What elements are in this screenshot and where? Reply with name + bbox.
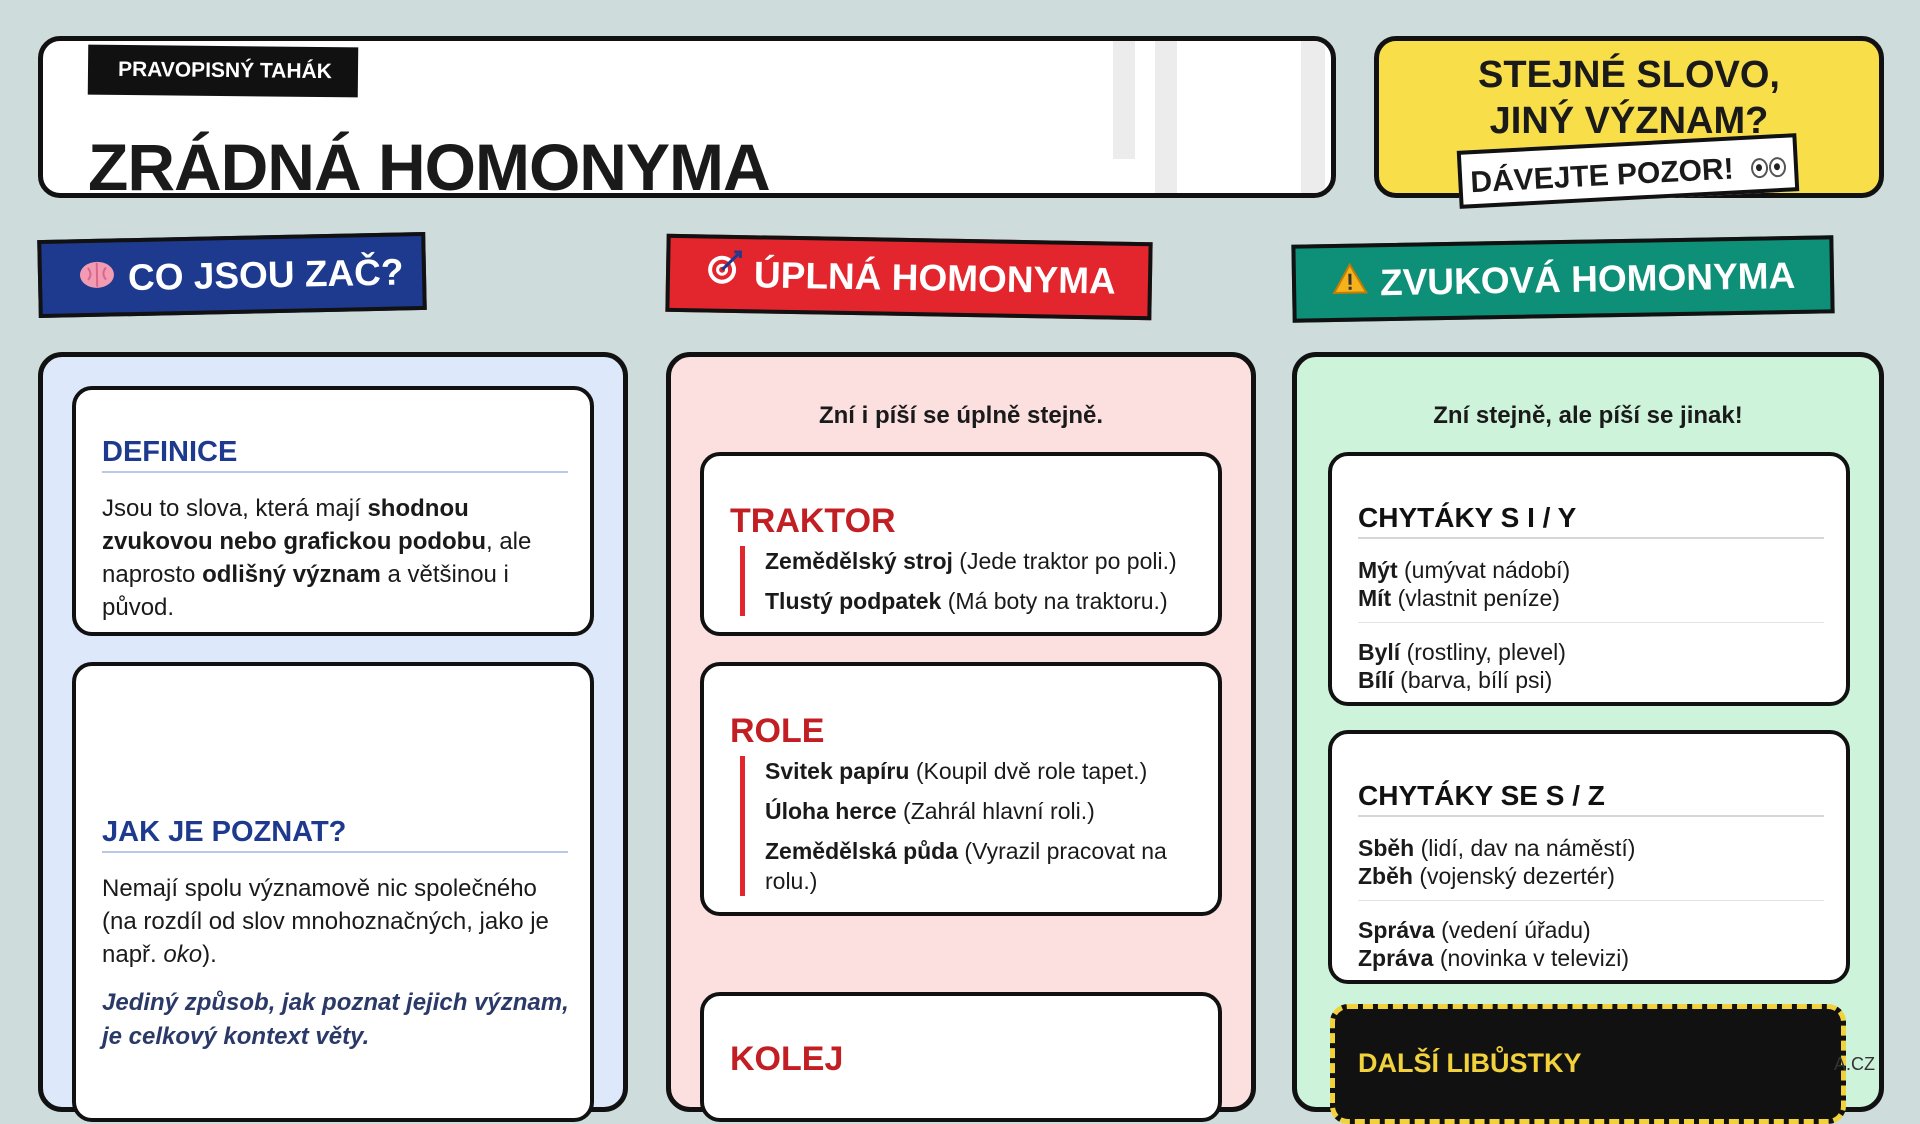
- sound-subtitle: Zní stejně, ale píší se jinak!: [1433, 402, 1743, 429]
- example-word: TRAKTOR: [730, 502, 896, 540]
- example-card-role: [700, 662, 1222, 916]
- section-title-full: ÚPLNÁ HOMONYMA: [753, 254, 1117, 302]
- section-title-what: CO JSOU ZAČ?: [127, 251, 404, 299]
- warning-icon: [1331, 247, 1368, 320]
- section-banner-sound: [1291, 235, 1834, 322]
- sound-card-heading: CHYTÁKY S I / Y: [1358, 502, 1824, 539]
- brain-icon: [77, 242, 116, 315]
- example-word: KOLEJ: [730, 1040, 844, 1078]
- example-card-kolej: [700, 992, 1222, 1122]
- word-pair: Správa (vedení úřadu) Zpráva (novinka v televizi): [1358, 917, 1630, 971]
- meaning-item: Tlustý podpatek (Má boty na traktoru.): [765, 588, 1168, 614]
- target-icon: [705, 238, 742, 311]
- section-title-sound: ZVUKOVÁ HOMONYMA: [1379, 254, 1796, 304]
- definition-heading: DEFINICE: [102, 436, 568, 473]
- recognize-text: Nemají spolu významově nic společného (na rozdíl od slov mnohoznačných, jako je např. oko).: [102, 875, 549, 968]
- decor-stripe: [1113, 41, 1135, 159]
- decor-stripe: [1301, 41, 1325, 198]
- callout-text: [1374, 52, 1884, 144]
- extra-title: DALŠÍ LIBŮSTKY: [1358, 1048, 1582, 1078]
- example-card-traktor: [700, 452, 1222, 636]
- callout-line-2: JINÝ VÝZNAM?: [1489, 100, 1769, 142]
- callout-tag-label: DÁVEJTE POZOR!: [1469, 152, 1735, 200]
- word-pair: Bylí (rostliny, plevel) Bílí (barva, bílí psi): [1358, 639, 1566, 693]
- callout-line-1: STEJNÉ SLOVO,: [1478, 54, 1780, 96]
- meaning-item: Zemědělský stroj (Jede traktor po poli.): [765, 548, 1177, 574]
- section-banner-what: [37, 232, 427, 318]
- definition-card: [72, 386, 594, 636]
- decor-stripe: [1155, 41, 1177, 198]
- eyes-icon: [1748, 139, 1787, 199]
- example-word: ROLE: [730, 712, 825, 750]
- word-pair: Mýt (umývat nádobí) Mít (vlastnit peníze): [1358, 556, 1824, 623]
- recognize-heading: JAK JE POZNAT?: [102, 816, 568, 853]
- word-pair: Sběh (lidí, dav na náměstí) Zběh (vojenský dezertér): [1358, 834, 1824, 901]
- meaning-list: [740, 546, 1200, 616]
- page-title: ZRÁDNÁ HOMONYMA: [88, 130, 770, 204]
- recognize-card: [72, 662, 594, 1122]
- cheatsheet-tag: PRAVOPISNÝ TAHÁK: [88, 45, 359, 98]
- meaning-item: Svitek papíru (Koupil dvě role tapet.): [765, 758, 1148, 784]
- sound-card-iy: [1328, 452, 1850, 706]
- brand-mark: A.CZ: [1834, 1054, 1876, 1074]
- sound-card-heading: CHYTÁKY SE S / Z: [1358, 780, 1824, 817]
- meaning-list: [740, 756, 1180, 896]
- sound-card-sz: [1328, 730, 1850, 984]
- section-banner-full: [665, 234, 1152, 320]
- definition-text: Jsou to slova, která mají shodnou zvukovou nebo grafickou podobu, ale naprosto odlišný význam a většinou i původ.: [102, 495, 532, 621]
- meaning-item: Zemědělská půda (Vyrazil pracovat na rolu.): [765, 838, 1167, 894]
- meaning-item: Úloha herce (Zahrál hlavní roli.): [765, 798, 1095, 824]
- full-subtitle: Zní i píší se úplně stejně.: [818, 402, 1104, 429]
- recognize-note: Jediný způsob, jak poznat jejich význam, je celkový kontext věty.: [102, 989, 569, 1050]
